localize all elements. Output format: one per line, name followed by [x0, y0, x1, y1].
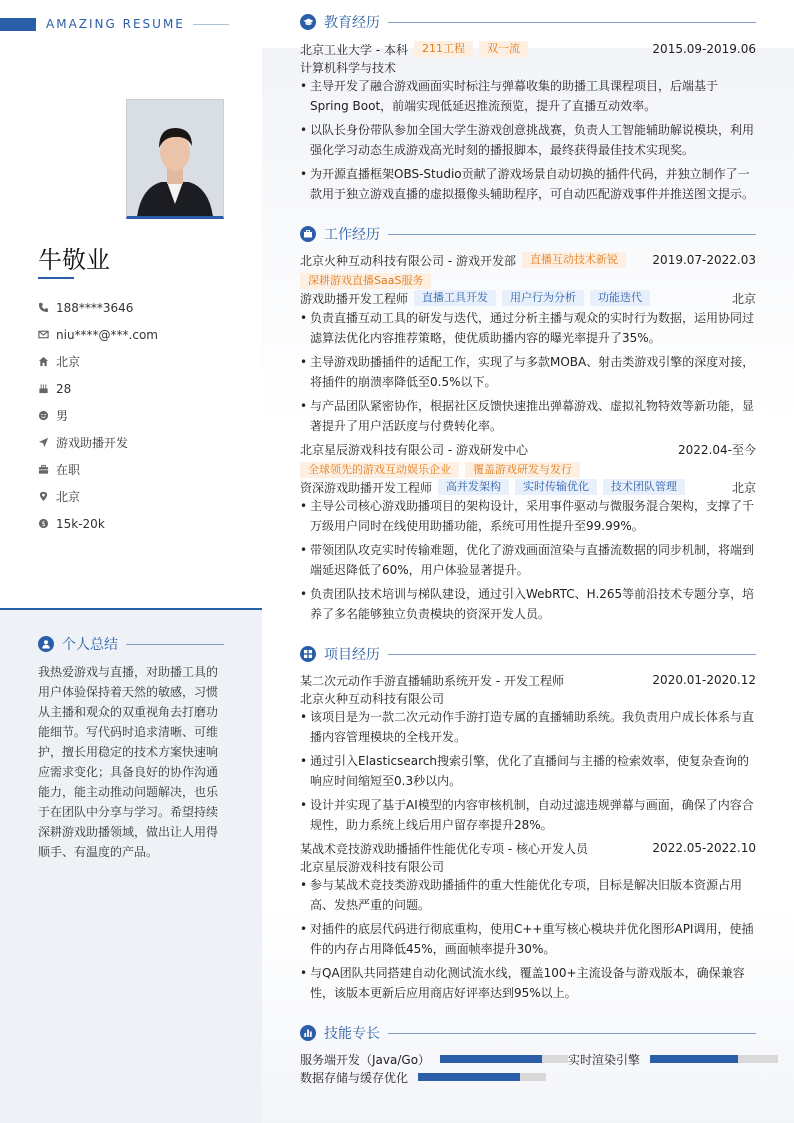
summary-title-line: [126, 644, 224, 645]
summary-header: [38, 634, 224, 654]
education-bullet-text: 以队长身份带队参加全国大学生游戏创意挑战赛，负责人工智能辅助解说模块，利用强化学习动态生成游戏高光时刻的播报脚本，最终获得最佳技术实现奖。: [310, 123, 755, 157]
project-bullet: • 该项目是为一款二次元动作手游打造专属的直播辅助系统。我负责用户成长体系与直播内容管理模块的全栈开发。: [300, 707, 756, 747]
info-email-text: niu****@***.com: [56, 327, 158, 342]
project-bullet-text: 设计并实现了基于AI模型的内容审核机制，自动过滤违规弹幕与画面，确保了内容合规性，助力系统上线后用户留存率提升28%。: [310, 798, 754, 832]
project-date: 2020.01-2020.12: [652, 673, 756, 687]
project-company: 北京星辰游戏科技有限公司: [300, 859, 445, 874]
profile-photo: [126, 99, 224, 219]
briefcase-icon: [300, 226, 316, 242]
project-name: 某战术竞技游戏助播插件性能优化专项 - 核心开发人员: [300, 841, 588, 856]
skill-item: [300, 1051, 568, 1067]
mail-icon: [38, 329, 56, 340]
education-title-line: [388, 22, 756, 23]
project-bullet-text: 该项目是为一款二次元动作手游打造专属的直播辅助系统。我负责用户成长体系与直播内容管理模块的全栈开发。: [310, 710, 755, 744]
job-bullet: • 负责直播互动工具的研发与迭代，通过分析主播与观众的实时行为数据，运用协同过滤算法优化内容推荐策略，使优质助播内容的曝光率提升了35%。: [300, 308, 756, 348]
job-bullet-text: 主导游戏助播插件的适配工作，实现了与多款MOBA、射击类游戏引擎的深度对接，将插件的崩溃率降低至0.5%以下。: [310, 355, 755, 389]
bar-chart-icon: [300, 1025, 316, 1041]
project-bullet-text: 参与某战术竞技类游戏助播插件的重大性能优化专项，目标是解决旧版本资源占用高、发热严重的问题。: [310, 878, 743, 912]
info-status-text: 在职: [56, 463, 81, 477]
education-bullet: • 主导开发了融合游戏画面实时标注与弹幕收集的助播工具课程项目，后端基于Spring Boot，前端实现低延迟推流预览，提升了直播互动效率。: [300, 76, 756, 116]
role-tag: 高并发架构: [438, 479, 509, 495]
job-bullet-text: 负责直播互动工具的研发与迭代，通过分析主播与观众的实时行为数据，运用协同过滤算法优化内容推荐策略，使优质助播内容的曝光率提升了35%。: [310, 311, 755, 345]
skill-name: 实时渲染引擎: [568, 1052, 641, 1067]
summary-text: 我热爱游戏与直播，对助播工具的用户体验保持着天然的敏感，习惯从主播和观众的双重视角去打磨功能细节。写代码时追求清晰、可维护，擅长用稳定的技术方案快速响应需求变化；具备良好的协作沟通能力，能主动推动问题解决，也乐于在团队中分享与学习。希望持续深耕游戏助播领域，做出让人用得顺手、有温度的产品。: [38, 665, 219, 859]
role-tag: 实时传输优化: [515, 479, 597, 495]
gender-icon: [38, 410, 56, 421]
money-icon: [38, 518, 56, 529]
summary-title: 个人总结: [62, 637, 118, 653]
job-bullet: • 带领团队攻克实时传输难题，优化了游戏画面渲染与直播流数据的同步机制，将端到端延迟降低了60%，用户体验显著提升。: [300, 540, 756, 580]
info-email: [38, 321, 158, 348]
skills-title-line: [388, 1033, 756, 1034]
info-status: [38, 456, 158, 483]
graduation-cap-icon: [300, 14, 316, 30]
skill-bar: [440, 1055, 568, 1063]
skill-item: [568, 1051, 778, 1067]
skills-title: 技能专长: [324, 1026, 380, 1042]
job-company: 北京星辰游戏科技有限公司 - 游戏研发中心: [300, 442, 528, 457]
company-tag: 直播互动技术新锐: [522, 252, 626, 268]
brand-header: [0, 16, 229, 32]
job-company-tags-row: [300, 462, 756, 478]
skills-header: [300, 1023, 756, 1043]
company-tag: 全球领先的游戏互动娱乐企业: [300, 462, 459, 478]
education-header: [300, 12, 756, 32]
project-bullet-text: 通过引入Elasticsearch搜索引擎，优化了直播间与主播的检索效率，使复杂查询的响应时间缩短至0.3秒以内。: [310, 754, 750, 788]
job-bullet-text: 主导公司核心游戏助播项目的架构设计，采用事件驱动与微服务混合架构，支撑了千万级用户同时在线使用助播功能，系统可用性提升至99.99%。: [310, 499, 755, 533]
project-bullet-text: 对插件的底层代码进行彻底重构，使用C++重写核心模块并优化图形API调用，使插件的内存占用降低45%，画面帧率提升30%。: [310, 922, 754, 956]
skill-fill: [440, 1055, 542, 1063]
project-company-row: [300, 858, 756, 874]
person-name: 牛敬业: [38, 246, 110, 274]
role-tag: 技术团队管理: [603, 479, 685, 495]
project-name: 某二次元动作手游直播辅助系统开发 - 开发工程师: [300, 673, 564, 688]
project-name-row: [300, 840, 756, 856]
info-age-text: 28: [56, 381, 72, 396]
project-date: 2022.05-2022.10: [652, 841, 756, 855]
project-bullet: • 通过引入Elasticsearch搜索引擎，优化了直播间与主播的检索效率，使复杂查询的响应时间缩短至0.3秒以内。: [300, 751, 756, 791]
project-bullet: • 参与某战术竞技类游戏助播插件的重大性能优化专项，目标是解决旧版本资源占用高、发热严重的问题。: [300, 875, 756, 915]
skill-bar: [418, 1073, 546, 1081]
project-company: 北京火种互动科技有限公司: [300, 691, 445, 706]
job-role-row: [300, 290, 756, 306]
info-position: [38, 429, 158, 456]
education-school-row: [300, 41, 756, 57]
education-title: 教育经历: [324, 15, 380, 31]
job-role: 资深游戏助播开发工程师: [300, 480, 433, 495]
role-tag: 用户行为分析: [502, 290, 584, 306]
home-icon: [38, 356, 56, 367]
job-city: 北京: [731, 480, 756, 495]
contact-info: [38, 294, 158, 537]
job-bullet-text: 负责团队技术培训与梯队建设，通过引入WebRTC、H.265等前沿技术专题分享，培养了多名能够独立负责模块的资深开发人员。: [310, 587, 755, 621]
name-underline: [38, 277, 74, 279]
company-tag: 深耕游戏直播SaaS服务: [300, 273, 431, 289]
job-company: 北京火种互动科技有限公司 - 游戏开发部: [300, 253, 516, 268]
svg-text:$: $: [41, 519, 46, 528]
work-title: 工作经历: [324, 227, 380, 243]
education-bullet-text: 主导开发了融合游戏画面实时标注与弹幕收集的助播工具课程项目，后端基于Spring Boot，前端实现低延迟推流预览，提升了直播互动效率。: [310, 79, 719, 113]
job-company-row: [300, 252, 756, 268]
info-phone: [38, 294, 158, 321]
project-bullet-text: 与QA团队共同搭建自动化测试流水线，覆盖100+主流设备与游戏版本，确保兼容性，该版本更新后应用商店好评率达到95%以上。: [310, 966, 745, 1000]
project-bullet: • 对插件的底层代码进行彻底重构，使用C++重写核心模块并优化图形API调用，使插件的内存占用降低45%，画面帧率提升30%。: [300, 919, 756, 959]
skill-fill: [418, 1073, 520, 1081]
info-location-text: 北京: [56, 490, 81, 504]
job-bullet: • 主导游戏助播插件的适配工作，实现了与多款MOBA、射击类游戏引擎的深度对接，将插件的崩溃率降低至0.5%以下。: [300, 352, 756, 392]
education-major: 计算机科学与技术: [300, 60, 397, 75]
job-role-row: [300, 479, 756, 495]
send-icon: [38, 437, 56, 448]
phone-icon: [38, 302, 56, 313]
skill-bar: [650, 1055, 778, 1063]
skill-fill: [650, 1055, 738, 1063]
job-bullet: • 负责团队技术培训与梯队建设，通过引入WebRTC、H.265等前沿技术专题分享，培养了多名能够独立负责模块的资深开发人员。: [300, 584, 756, 624]
job-role: 游戏助播开发工程师: [300, 291, 409, 306]
briefcase-icon: [38, 464, 56, 475]
company-tag: 覆盖游戏研发与发行: [465, 462, 580, 478]
grid-icon: [300, 646, 316, 662]
info-gender: [38, 402, 158, 429]
brand-bar: [0, 18, 36, 31]
project-name-row: [300, 672, 756, 688]
user-icon: [38, 636, 54, 652]
info-age: [38, 375, 158, 402]
education-date: 2015.09-2019.06: [652, 42, 756, 56]
project-bullet: • 设计并实现了基于AI模型的内容审核机制，自动过滤违规弹幕与画面，确保了内容合规性，助力系统上线后用户留存率提升28%。: [300, 795, 756, 835]
skill-name: 服务端开发（Java/Go）: [300, 1052, 431, 1067]
info-position-text: 游戏助播开发: [56, 436, 129, 450]
skill-name: 数据存储与缓存优化: [300, 1070, 409, 1085]
left-panel-divider: [0, 608, 262, 610]
education-school: 北京工业大学 - 本科: [300, 42, 408, 57]
role-tag: 功能迭代: [590, 290, 650, 306]
education-tag: 双一流: [479, 41, 528, 57]
info-home: [38, 348, 158, 375]
job-city: 北京: [731, 291, 756, 306]
info-location: [38, 483, 158, 510]
role-tag: 直播工具开发: [414, 290, 496, 306]
education-major-row: [300, 59, 756, 75]
education-bullet-text: 为开源直播框架OBS-Studio贡献了游戏场景自动切换的插件代码，并独立制作了一款用于独立游戏直播的虚拟摄像头辅助程序，可自动匹配游戏事件并推送图文提示。: [310, 167, 755, 201]
projects-title: 项目经历: [324, 647, 380, 663]
job-company-tags-row: [300, 273, 756, 289]
info-phone-text: 188****3646: [56, 300, 134, 315]
education-tag: 211工程: [414, 41, 473, 57]
projects-title-line: [388, 654, 756, 655]
job-date: 2022.04-至今: [678, 442, 756, 457]
info-salary-text: 15k-20k: [56, 516, 105, 531]
project-bullet: • 与QA团队共同搭建自动化测试流水线，覆盖100+主流设备与游戏版本，确保兼容性，该版本更新后应用商店好评率达到95%以上。: [300, 963, 756, 1003]
location-icon: [38, 491, 56, 502]
job-bullet-text: 带领团队攻克实时传输难题，优化了游戏画面渲染与直播流数据的同步机制，将端到端延迟降低了60%，用户体验显著提升。: [310, 543, 755, 577]
education-bullet: • 以队长身份带队参加全国大学生游戏创意挑战赛，负责人工智能辅助解说模块，利用强化学习动态生成游戏高光时刻的播报脚本，最终获得最佳技术实现奖。: [300, 120, 756, 160]
project-company-row: [300, 690, 756, 706]
skill-item: [300, 1069, 546, 1085]
job-bullet: • 与产品团队紧密协作，根据社区反馈快速推出弹幕游戏、虚拟礼物特效等新功能，显著提升了用户活跃度与付费转化率。: [300, 396, 756, 436]
projects-header: [300, 644, 756, 664]
job-bullet-text: 与产品团队紧密协作，根据社区反馈快速推出弹幕游戏、虚拟礼物特效等新功能，显著提升了用户活跃度与付费转化率。: [310, 399, 755, 433]
cake-icon: [38, 383, 56, 394]
brand-line: [193, 24, 229, 25]
work-title-line: [388, 234, 756, 235]
brand-title: AMAZING RESUME: [46, 17, 185, 31]
education-bullet: • 为开源直播框架OBS-Studio贡献了游戏场景自动切换的插件代码，并独立制作了一款用于独立游戏直播的虚拟摄像头辅助程序，可自动匹配游戏事件并推送图文提示。: [300, 164, 756, 204]
work-header: [300, 224, 756, 244]
job-date: 2019.07-2022.03: [652, 253, 756, 267]
info-home-text: 北京: [56, 355, 81, 369]
job-company-row: [300, 441, 756, 457]
info-gender-text: 男: [56, 409, 69, 423]
info-salary: [38, 510, 158, 537]
job-bullet: • 主导公司核心游戏助播项目的架构设计，采用事件驱动与微服务混合架构，支撑了千万级用户同时在线使用助播功能，系统可用性提升至99.99%。: [300, 496, 756, 536]
